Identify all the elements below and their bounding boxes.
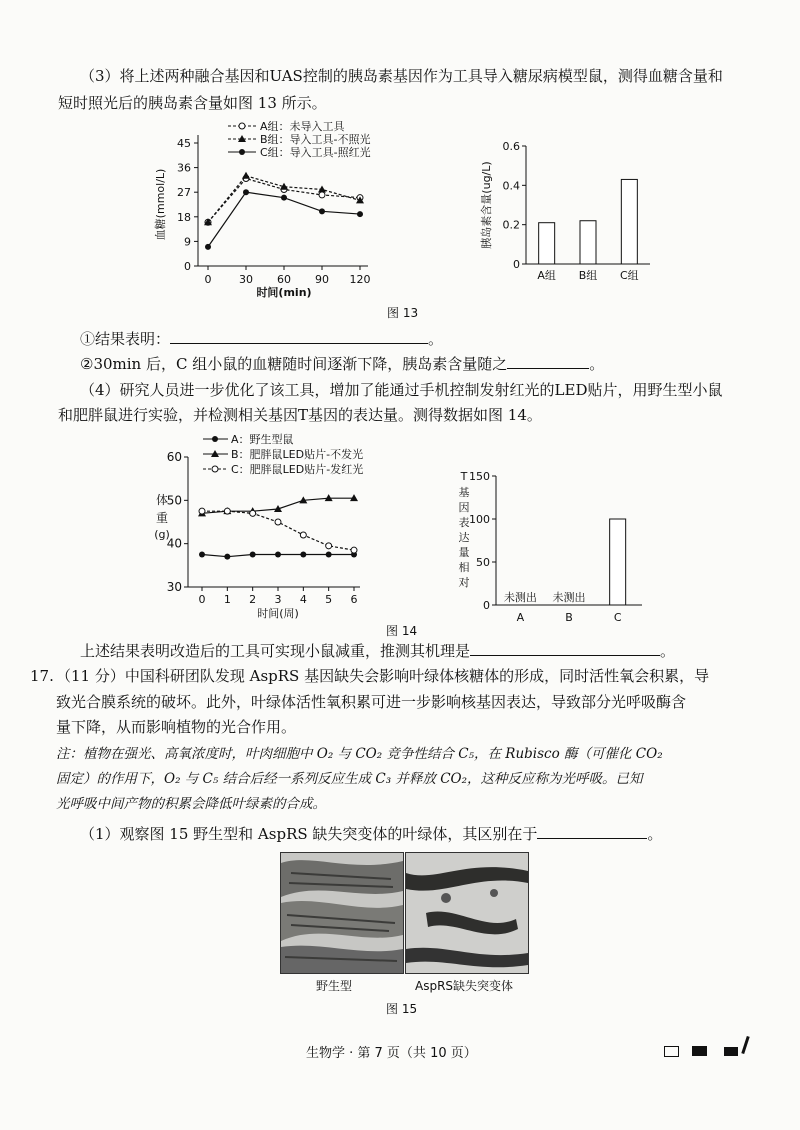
y-axis-label-part2-char: 相 bbox=[458, 561, 470, 574]
print-mark-filled-2 bbox=[724, 1047, 738, 1056]
wild-type-micrograph bbox=[280, 852, 404, 974]
x-tick-label: A bbox=[516, 611, 525, 624]
legend-label-1: B组：导入工具-不照光 bbox=[260, 133, 371, 146]
data-point bbox=[326, 543, 332, 549]
y-axis-label: 血糖(mmol/L) bbox=[154, 168, 167, 241]
fig15-caption: 图 15 bbox=[386, 1002, 418, 1016]
y-axis-label-part2-char: 达 bbox=[458, 531, 470, 544]
x-tick-label: 6 bbox=[350, 593, 358, 606]
data-point bbox=[351, 547, 357, 553]
x-tick-label: A组 bbox=[537, 269, 556, 282]
mutant-chloroplast-image bbox=[406, 853, 528, 973]
x-tick-label: 90 bbox=[315, 273, 329, 286]
data-point bbox=[199, 508, 205, 514]
y-tick-label: 0.4 bbox=[502, 179, 520, 193]
data-point bbox=[318, 185, 326, 192]
data-point bbox=[250, 510, 256, 516]
print-mark-slash bbox=[741, 1036, 749, 1054]
data-point bbox=[319, 192, 325, 198]
y-tick-label: 36 bbox=[177, 161, 191, 175]
y-tick-label: 50 bbox=[476, 556, 490, 569]
data-point bbox=[224, 554, 230, 560]
data-point bbox=[250, 552, 256, 558]
x-axis-label: 时间(min) bbox=[256, 286, 312, 299]
q17-note-line3: 光呼吸中间产物的积累会降低叶绿素的合成。 bbox=[56, 796, 326, 812]
q17-line3: 量下降，从而影响植物的光合作用。 bbox=[56, 718, 297, 736]
x-tick-label: 2 bbox=[249, 593, 257, 606]
legend-label-0: A组：未导入工具 bbox=[260, 120, 345, 133]
data-point bbox=[300, 552, 306, 558]
legend-marker bbox=[212, 466, 218, 472]
y-tick-label: 18 bbox=[177, 210, 191, 224]
data-point bbox=[357, 211, 363, 217]
question-2: ②30min 后，C 组小鼠的血糖随时间逐渐下降，胰岛素含量随之 。 bbox=[80, 355, 605, 373]
y-tick-label: 0 bbox=[184, 260, 191, 273]
y-tick-label: 50 bbox=[166, 493, 182, 508]
value-label: 未测出 bbox=[503, 591, 537, 604]
x-tick-label: C组 bbox=[619, 269, 639, 282]
bar-0 bbox=[539, 223, 555, 264]
q17-note-line2: 固定）的作用下，O₂ 与 C₅ 结合后经一系列反应生成 C₃ 并释放 CO₂，这种反应称为光呼吸。已知 bbox=[56, 771, 643, 787]
x-tick-label: 0 bbox=[198, 593, 206, 606]
y-axis-label: 胰岛素含量(ug/L) bbox=[480, 161, 493, 249]
answer-blank-4[interactable] bbox=[537, 824, 647, 839]
legend-marker bbox=[239, 123, 245, 129]
q3-line2: 短时照光后的胰岛素含量如图 13 所示。 bbox=[58, 94, 327, 112]
fig15-label-mutant: AspRS缺失突变体 bbox=[415, 979, 514, 993]
x-tick-label: 5 bbox=[325, 593, 333, 606]
bar-1 bbox=[580, 221, 596, 264]
y-tick-label: 45 bbox=[177, 137, 191, 150]
y-tick-label: 40 bbox=[166, 536, 182, 551]
x-tick-label: 1 bbox=[223, 593, 231, 606]
y-tick-label: 0 bbox=[483, 599, 490, 612]
legend-label-0: A：野生型鼠 bbox=[231, 433, 294, 446]
y-tick-label: 0 bbox=[513, 258, 520, 271]
fig15-label-wild-type: 野生型 bbox=[316, 979, 353, 993]
legend-label-1: B：肥胖鼠LED贴片-不发光 bbox=[231, 448, 364, 461]
data-point bbox=[281, 195, 287, 201]
legend-label-2: C组：导入工具-照红光 bbox=[260, 146, 371, 159]
y-axis-label-part2: 重 bbox=[155, 511, 169, 525]
data-point bbox=[199, 552, 205, 558]
x-tick-label: 30 bbox=[239, 273, 253, 286]
y-tick-label: 30 bbox=[166, 580, 182, 594]
q17-line2: 致光合膜系统的破坏。此外，叶绿体活性氧积累可进一步影响核基因表达，导致部分光呼吸酶含 bbox=[56, 693, 687, 711]
x-tick-label: 60 bbox=[277, 273, 291, 286]
y-axis-label-part3: (g) bbox=[154, 528, 170, 541]
fig13-bar-chart bbox=[478, 132, 658, 287]
x-tick-label: 120 bbox=[349, 273, 371, 286]
data-point bbox=[205, 244, 211, 250]
q4-line2: 和肥胖鼠进行实验，并检测相关基因T基因的表达量。测得数据如图 14。 bbox=[58, 406, 542, 424]
mutant-micrograph bbox=[405, 852, 529, 974]
x-tick-label: 3 bbox=[274, 593, 282, 606]
fig13-line-chart bbox=[150, 118, 390, 303]
x-tick-label: 4 bbox=[299, 593, 307, 606]
y-axis-label-part2-char: 对 bbox=[458, 576, 470, 589]
data-point bbox=[243, 189, 249, 195]
bar-2 bbox=[621, 179, 637, 264]
answer-blank-2[interactable] bbox=[507, 354, 589, 369]
wild-type-chloroplast-image bbox=[281, 853, 403, 973]
x-tick-label: B组 bbox=[578, 269, 598, 282]
x-tick-label: 0 bbox=[204, 273, 212, 286]
fig14-caption: 图 14 bbox=[386, 624, 418, 638]
y-tick-label: 27 bbox=[177, 186, 191, 200]
y-tick-label: 0.6 bbox=[502, 140, 520, 153]
fig13-caption: 图 13 bbox=[387, 306, 419, 320]
y-axis-label-part2-char: 基 bbox=[458, 486, 470, 499]
data-point bbox=[275, 519, 281, 525]
q4-line1: （4）研究人员进一步优化了该工具，增加了能通过手机控制发射红光的LED贴片，用野生型小鼠 bbox=[80, 381, 723, 399]
conclusion-question: 上述结果表明改造后的工具可实现小鼠减重，推测其机理是 。 bbox=[80, 642, 676, 660]
y-tick-label: 9 bbox=[184, 235, 191, 249]
q3-line1: （3）将上述两种融合基因和UAS控制的胰岛素基因作为工具导入糖尿病模型鼠，测得血糖含量和 bbox=[80, 67, 723, 85]
data-point bbox=[300, 532, 306, 538]
q17-line1: （11 分）中国科研团队发现 AspRS 基因缺失会影响叶绿体核糖体的形成，同时活性氧会积累，导 bbox=[56, 667, 710, 685]
y-axis-label-part2-char: 表 bbox=[458, 516, 470, 529]
fig14-bar-chart bbox=[452, 466, 652, 626]
legend-marker bbox=[239, 149, 245, 155]
y-axis-label-part1-char: T bbox=[460, 470, 468, 483]
page-footer: 生物学 · 第 7 页（共 10 页） bbox=[306, 1046, 477, 1061]
legend-label-2: C：肥胖鼠LED贴片-发红光 bbox=[231, 463, 364, 476]
y-axis-label-part2-char: 量 bbox=[458, 546, 470, 559]
print-mark-open bbox=[664, 1046, 679, 1057]
q17-number: 17. bbox=[30, 667, 54, 685]
data-point bbox=[319, 208, 325, 214]
bar-2 bbox=[610, 519, 626, 605]
answer-blank-3[interactable] bbox=[470, 641, 660, 656]
x-tick-label: C bbox=[613, 611, 622, 624]
y-axis-label-part2-char: 因 bbox=[458, 501, 470, 514]
q17-sub1: （1）观察图 15 野生型和 AspRS 缺失突变体的叶绿体，其区别在于 。 bbox=[80, 825, 663, 843]
x-axis-label: 时间(周) bbox=[257, 607, 299, 620]
y-tick-label: 60 bbox=[166, 450, 182, 464]
answer-blank-1[interactable] bbox=[170, 329, 428, 344]
data-point bbox=[242, 172, 250, 179]
fig14-line-chart bbox=[148, 430, 388, 630]
y-tick-label: 0.2 bbox=[502, 218, 520, 232]
print-mark-filled bbox=[692, 1046, 707, 1056]
legend-marker bbox=[212, 436, 218, 442]
data-point bbox=[224, 508, 230, 514]
data-point bbox=[326, 552, 332, 558]
y-tick-label: 100 bbox=[469, 513, 490, 526]
x-tick-label: B bbox=[565, 611, 573, 624]
question-1: ①结果表明： 。 bbox=[80, 330, 444, 348]
y-axis-label-part1: 体 bbox=[155, 493, 169, 507]
y-tick-label: 150 bbox=[469, 470, 490, 483]
data-point bbox=[275, 552, 281, 558]
q17-note-line1: 注：植物在强光、高氧浓度时，叶肉细胞中 O₂ 与 CO₂ 竞争性结合 C₅，在 Rubisco 酶（可催化 CO₂ bbox=[56, 746, 663, 762]
value-label: 未测出 bbox=[552, 591, 586, 604]
